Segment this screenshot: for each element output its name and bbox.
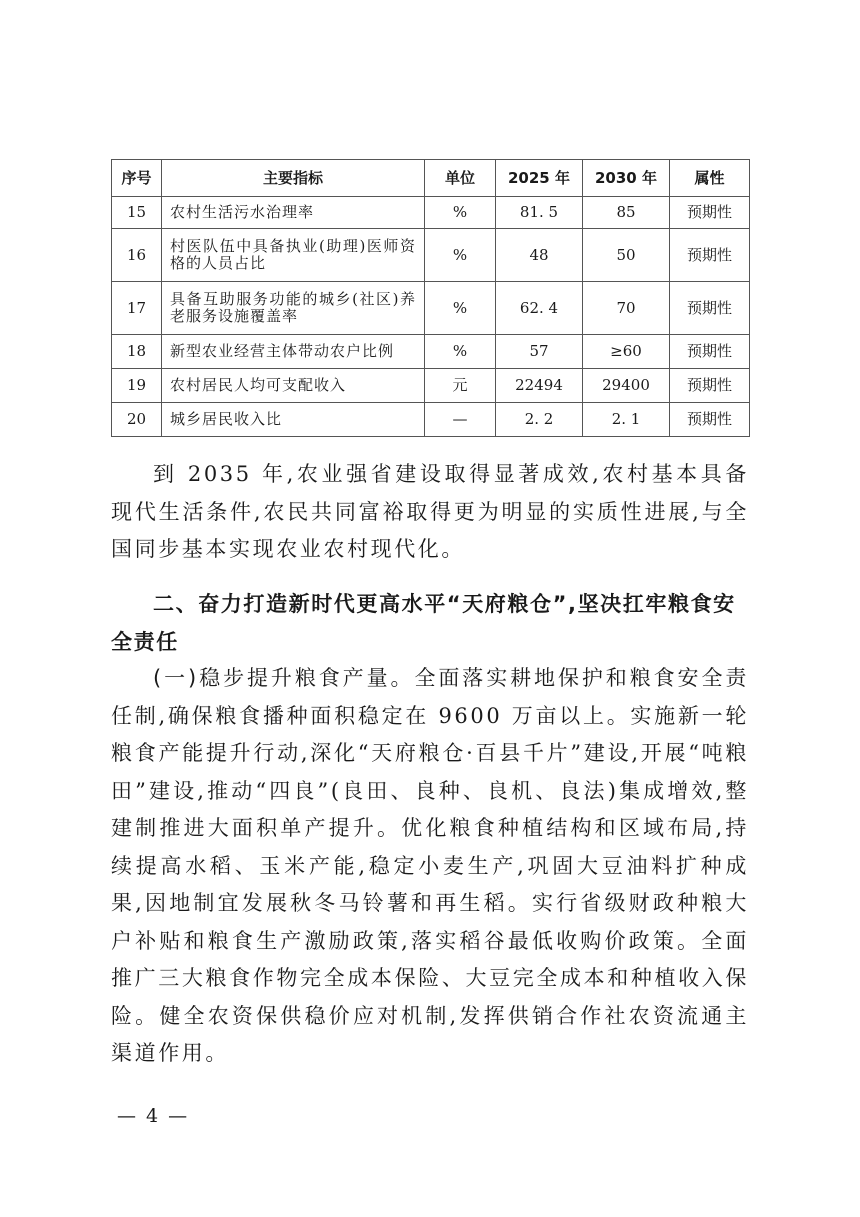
cell-2030: 70 [583, 282, 670, 335]
paragraph-body: 全面落实耕地保护和粮食安全责任制,确保粮食播种面积稳定在 9600 万亩以上。实施新一轮粮食产能提升行动,深化“天府粮仓·百县千片”建设,开展“吨粮田”建设,推动“四良”(良田、良种、良机、良法)集成增效,整建制推进大面积单产提升。优化粮食种植结构和区域布局,持续提高水稻、玉米产能,稳定小麦生产,巩固大豆油料扩种成果,因地制宜发展秋冬马铃薯和再生稻。实行省级财政种粮大户补贴和粮食生产激励政策,落实稻谷最低收购价政策。全面推广三大粮食作物完全成本保险、大豆完全成本和种植收入保险。健全农资保供稳价应对机制,发挥供销合作社农资流通主渠道作用。 [111, 666, 749, 1065]
header-2025: 2025 年 [496, 160, 583, 197]
header-2030: 2030 年 [583, 160, 670, 197]
cell-2030: ≥60 [583, 335, 670, 369]
cell-unit: % [425, 229, 496, 282]
indicator-table [111, 159, 750, 437]
table-row [112, 403, 750, 437]
cell-2030: 85 [583, 197, 670, 229]
cell-indicator: 村医队伍中具备执业(助理)医师资格的人员占比 [162, 229, 425, 282]
cell-attribute: 预期性 [670, 369, 750, 403]
cell-no: 17 [112, 282, 162, 335]
cell-2030: 2. 1 [583, 403, 670, 437]
cell-unit: — [425, 403, 496, 437]
table-row [112, 282, 750, 335]
cell-2025: 81. 5 [496, 197, 583, 229]
cell-2025: 48 [496, 229, 583, 282]
header-attribute: 属性 [670, 160, 750, 197]
cell-attribute: 预期性 [670, 282, 750, 335]
cell-indicator: 具备互助服务功能的城乡(社区)养老服务设施覆盖率 [162, 282, 425, 335]
table-row [112, 197, 750, 229]
cell-attribute: 预期性 [670, 335, 750, 369]
cell-indicator: 农村居民人均可支配收入 [162, 369, 425, 403]
cell-attribute: 预期性 [670, 229, 750, 282]
cell-attribute: 预期性 [670, 403, 750, 437]
table-header-row [112, 160, 750, 197]
cell-unit: 元 [425, 369, 496, 403]
cell-no: 16 [112, 229, 162, 282]
header-indicator: 主要指标 [162, 160, 425, 197]
cell-2025: 57 [496, 335, 583, 369]
table-row [112, 335, 750, 369]
cell-2025: 62. 4 [496, 282, 583, 335]
cell-indicator: 城乡居民收入比 [162, 403, 425, 437]
cell-attribute: 预期性 [670, 197, 750, 229]
section-heading: 二、奋力打造新时代更高水平“天府粮仓”,坚决扛牢粮食安全责任 [111, 592, 736, 654]
cell-unit: % [425, 282, 496, 335]
header-unit: 单位 [425, 160, 496, 197]
cell-unit: % [425, 197, 496, 229]
cell-no: 15 [112, 197, 162, 229]
cell-2030: 50 [583, 229, 670, 282]
cell-indicator: 新型农业经营主体带动农户比例 [162, 335, 425, 369]
table-row [112, 369, 750, 403]
paragraph-grain-output [111, 660, 749, 1073]
cell-no: 19 [112, 369, 162, 403]
header-no: 序号 [112, 160, 162, 197]
table-row [112, 229, 750, 282]
paragraph-subheading: (一)稳步提升粮食产量。 [153, 666, 415, 690]
cell-2030: 29400 [583, 369, 670, 403]
cell-no: 18 [112, 335, 162, 369]
cell-unit: % [425, 335, 496, 369]
cell-no: 20 [112, 403, 162, 437]
paragraph-2035-goal: 到 2035 年,农业强省建设取得显著成效,农村基本具备现代生活条件,农民共同富裕取得更为明显的实质性进展,与全国同步基本实现农业农村现代化。 [111, 462, 749, 561]
page-number: — 4 — [117, 1105, 190, 1127]
cell-2025: 22494 [496, 369, 583, 403]
cell-indicator: 农村生活污水治理率 [162, 197, 425, 229]
cell-2025: 2. 2 [496, 403, 583, 437]
